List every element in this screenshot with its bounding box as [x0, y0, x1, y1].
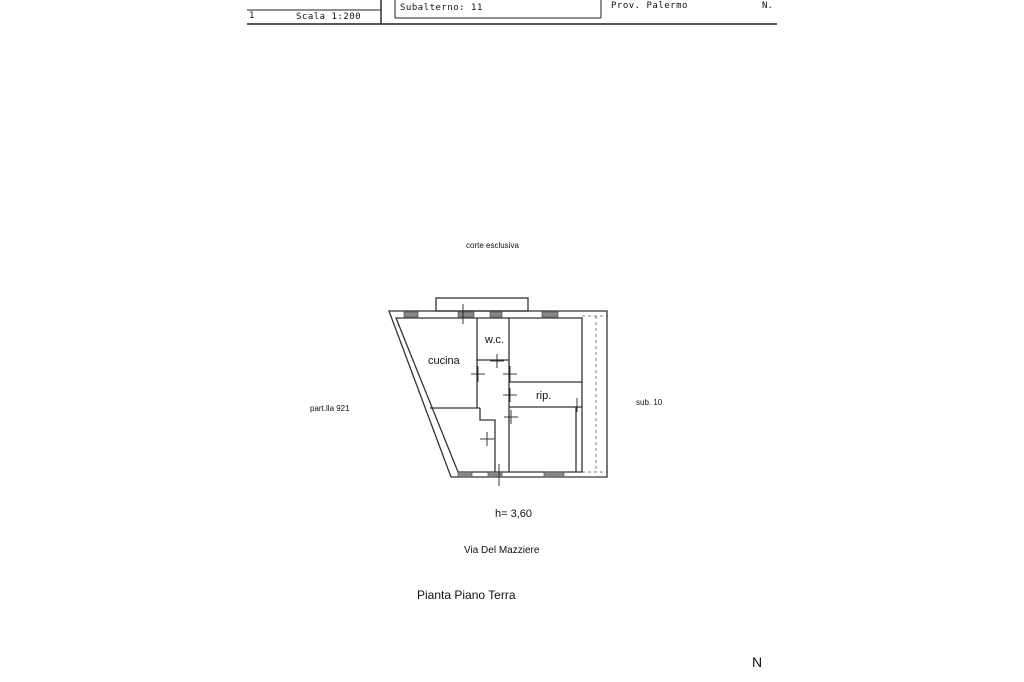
- sheet-number: 1: [249, 11, 255, 21]
- subalterno-label: Subalterno: 11: [400, 3, 483, 13]
- north-arrow-icon: N: [752, 654, 763, 670]
- room-label-storage: rip.: [536, 390, 552, 402]
- east-boundary: [582, 316, 608, 472]
- north-neighbor-label: corte esclusiva: [466, 241, 519, 250]
- ceiling-height-label: h= 3,60: [495, 508, 533, 520]
- plan-title: Pianta Piano Terra: [417, 588, 516, 602]
- n-prefix-label: N.: [762, 1, 773, 11]
- room-label-wc: w.c.: [485, 334, 504, 346]
- door-ticks: [463, 304, 577, 486]
- west-neighbor-label: part.lla 921: [310, 404, 350, 413]
- street-label: Via Del Mazziere: [464, 545, 540, 556]
- province-label: Prov. Palermo: [611, 1, 688, 11]
- east-neighbor-label: sub. 10: [636, 398, 663, 407]
- room-label-kitchen: cucina: [428, 355, 460, 367]
- outer-walls: [389, 298, 607, 477]
- scale-label: Scala 1:200: [296, 12, 362, 22]
